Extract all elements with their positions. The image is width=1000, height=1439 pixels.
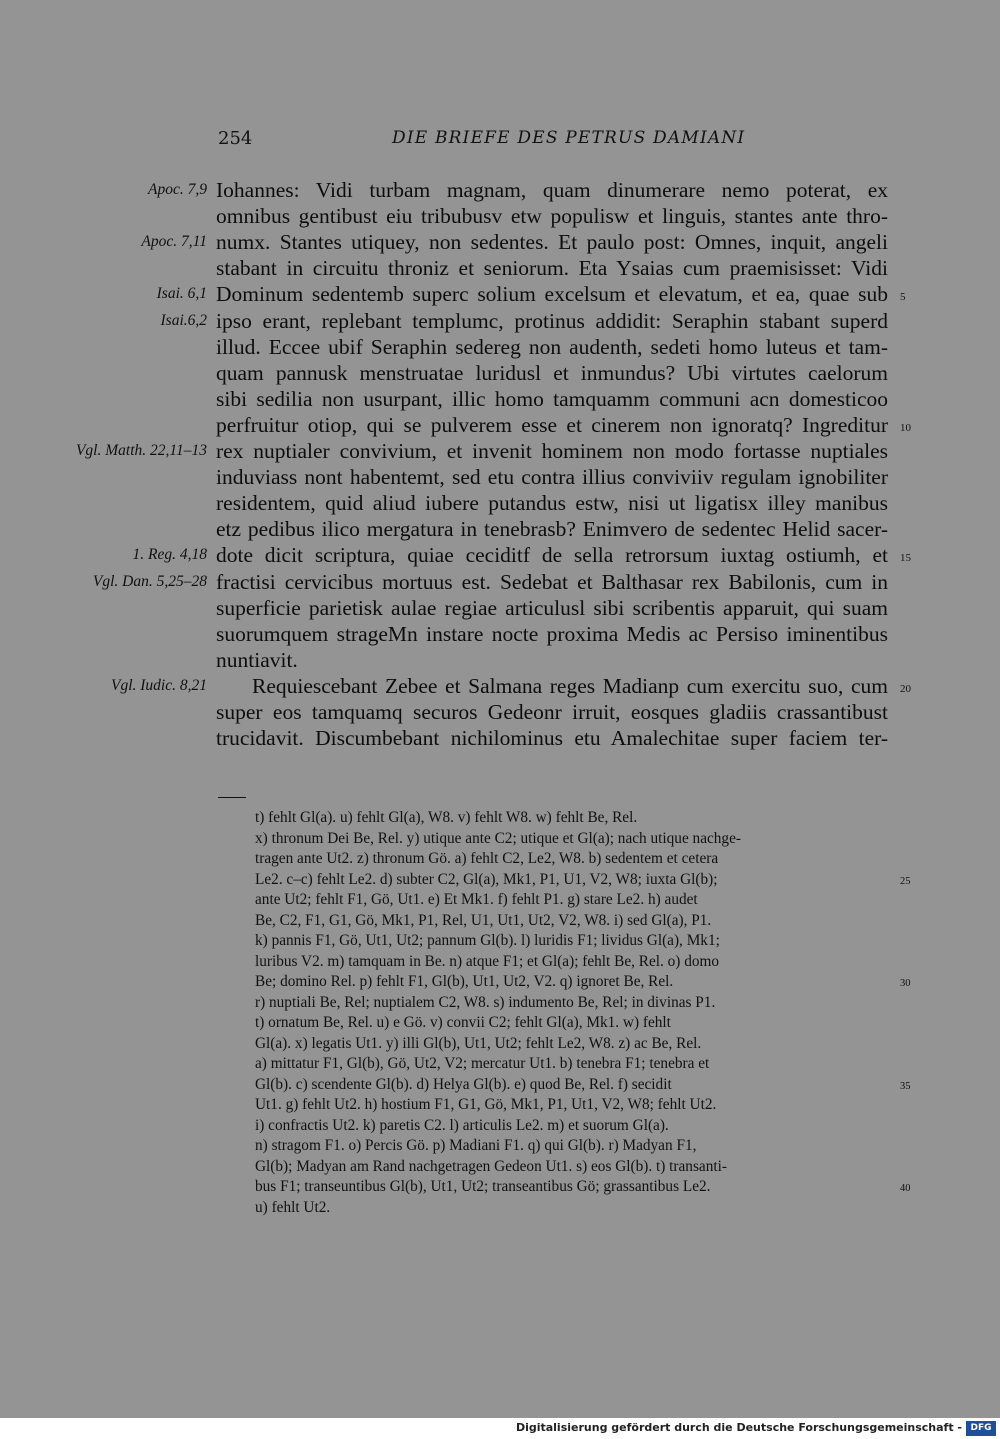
margin-reference: Isai.6,2	[160, 311, 207, 329]
apparatus-line: a) mittatur F1, Gl(b), Gö, Ut2, V2; mercatur Ut1. b) tenebra F1; tenebra et	[255, 1055, 710, 1072]
apparatus-line: luribus V2. m) tamquam in Be. n) atque F1; et Gl(a); fehlt Be, Rel. o) domo	[255, 952, 720, 970]
apparatus-line: n) stragom F1. o) Percis Gö. p) Madiani F1. q) qui Gl(b). r) Madyan F1,	[255, 1137, 697, 1154]
text-line: suorumquem strageMn instare nocte proxima Medis ac Persiso iminentibus	[216, 621, 888, 646]
text-line: ipso erant, replebant templumc, protinus addidit: Seraphin stabant superd	[216, 308, 888, 333]
margin-reference: 1. Reg. 4,18	[132, 546, 207, 564]
text-line: residentem, quid aliud iubere putandus estw, nisi ut ligatisx illey manibus	[216, 491, 888, 516]
text-line: Iohannes: Vidi turbam magnam, quam dinumerare nemo poterat, ex	[216, 178, 888, 202]
apparatus-line: bus F1; transeuntibus Gl(b), Ut1, Ut2; transeantibus Gö; grassantibus Le2.	[255, 1178, 711, 1195]
apparatus-line: r) nuptiali Be, Rel; nuptialem C2, W8. s) indumento Be, Rel; in divinas P1.	[255, 993, 716, 1011]
text-line: stabant in circuitu throniz et seniorum. Eta Ysaias cum praemisisset: Vidi	[216, 256, 888, 281]
apparatus-line: t) ornatum Be, Rel. u) e Gö. v) convii C2; fehlt Gl(a), Mk1. w) fehlt	[255, 1014, 671, 1031]
apparatus-line: tragen ante Ut2. z) thronum Gö. a) fehlt C2, Le2, W8. b) sedentem et cetera	[255, 850, 719, 867]
margin-reference: Apoc. 7,11	[141, 233, 207, 251]
text-line: Requiescebant Zebee et Salmana reges Madianp cum exercitu suo, cum	[252, 673, 888, 698]
apparatus-line-number: 35	[900, 1080, 911, 1092]
margin-reference: Vgl. Iudic. 8,21	[111, 676, 207, 694]
margin-reference: Vgl. Dan. 5,25–28	[92, 572, 207, 590]
apparatus-line-number: 30	[900, 978, 911, 989]
margin-reference: Vgl. Matth. 22,11–13	[75, 442, 207, 459]
apparatus-line: Le2. c–c) fehlt Le2. d) subter C2, Gl(a), Mk1, P1, U1, V2, W8; iuxta Gl(b);	[255, 870, 718, 888]
text-line: fractisi cervicibus mortuus est. Sedebat et Balthasar rex Babilonis, cum in	[216, 569, 888, 594]
apparatus-line: Gl(b); Madyan am Rand nachgetragen Gedeon Ut1. s) eos Gl(b). t) transanti-	[255, 1157, 727, 1175]
apparatus-line: Gl(b). c) scendente Gl(b). d) Helya Gl(b). e) quod Be, Rel. f) secidit	[255, 1075, 672, 1093]
text-line: illud. Eccee ubif Seraphin sedereg non audenth, sedeti homo luteus et tam-	[216, 334, 888, 359]
line-number: 15	[900, 552, 911, 565]
text-line: nuntiavit.	[216, 647, 298, 672]
apparatus-line: ante Ut2; fehlt F1, Gö, Ut1. e) Et Mk1. f) fehlt P1. g) stare Le2. h) audet	[255, 891, 698, 908]
apparatus-line: u) fehlt Ut2.	[255, 1198, 331, 1216]
funding-note: Digitalisierung gefördert durch die Deutsche Forschungsgemeinschaft -	[515, 1421, 962, 1434]
apparatus-line-number: 25	[900, 875, 911, 887]
dfg-logo: DFG	[966, 1421, 996, 1436]
line-number: 5	[900, 291, 906, 304]
apparatus-line: Gl(a). x) legatis Ut1. y) illi Gl(b), Ut1, Ut2; fehlt Le2, W8. z) ac Be, Rel.	[255, 1034, 702, 1052]
text-line: super eos tamquamq securos Gedeonr irruit, eosques gladiis crassantibust	[216, 700, 888, 724]
apparatus-line: Be, C2, F1, G1, Gö, Mk1, P1, Rel, U1, Ut1, Ut2, V2, W8. i) sed Gl(a), P1.	[255, 911, 712, 929]
running-head: DIE BRIEFE DES PETRUS DAMIANI	[392, 128, 746, 148]
line-number: 10	[900, 421, 911, 434]
text-line: sibi sedilia non usurpant, illic homo tamquamm communi acn domesticoo	[216, 386, 888, 411]
text-line: numx. Stantes utiquey, non sedentes. Et paulo post: Omnes, inquit, angeli	[216, 230, 888, 255]
margin-reference: Isai. 6,1	[156, 285, 207, 303]
apparatus-line: k) pannis F1, Gö, Ut1, Ut2; pannum Gl(b). l) luridis F1; lividus Gl(a), Mk1;	[255, 932, 720, 949]
margin-reference: Apoc. 7,9	[148, 181, 207, 198]
apparatus-line: x) thronum Dei Be, Rel. y) utique ante C2; utique et Gl(a); nach utique nachge-	[255, 829, 741, 847]
line-number: 20	[900, 682, 911, 695]
footnote-rule	[218, 797, 246, 798]
text-line: induviass nont habentemt, sed etu contra illius conviviiv regulam ignobiliter	[216, 465, 888, 490]
text-line: Dominum sedentemb superc solium excelsum et elevatum, et ea, quae sub	[216, 282, 888, 307]
apparatus-line: Ut1. g) fehlt Ut2. h) hostium F1, G1, Gö, Mk1, P1, Ut1, V2, W8; fehlt Ut2.	[255, 1096, 717, 1113]
apparatus-line-number: 40	[900, 1183, 911, 1194]
text-line: dote dicit scriptura, quiae ceciditf de sella retrorsum iuxtag ostiumh, et	[216, 543, 888, 568]
text-line: perfruitur otiop, qui se pulverem esse et cinerem non ignoratq? Ingreditur	[216, 412, 888, 437]
text-line: trucidavit. Discumbebant nichilominus etu Amalechitae super faciem ter-	[216, 726, 888, 751]
text-line: superficie parietisk aulae regiae articulusl sibi scribentis apparuit, qui suam	[216, 595, 888, 620]
text-line: etz pedibus ilico mergatura in tenebrasb? Enimvero de sedentec Helid sacer-	[216, 517, 888, 542]
apparatus-line: t) fehlt Gl(a). u) fehlt Gl(a), W8. v) fehlt W8. w) fehlt Be, Rel.	[255, 809, 638, 826]
apparatus-line: i) confractis Ut2. k) paretis C2. l) articulis Le2. m) et suorum Gl(a).	[255, 1116, 669, 1134]
apparatus-line: Be; domino Rel. p) fehlt F1, Gl(b), Ut1, Ut2, V2. q) ignoret Be, Rel.	[255, 973, 674, 990]
text-line: rex nuptialer convivium, et invenit hominem non modo fortasse nuptiales	[216, 439, 888, 463]
text-line: omnibus gentibust eiu tribubusv etw populisw et linguis, stantes ante thro-	[216, 204, 888, 229]
page-number: 254	[218, 128, 253, 149]
text-line: quam pannusk menstruatae luridusl et inmundus? Ubi virtutes caelorum	[216, 360, 888, 385]
